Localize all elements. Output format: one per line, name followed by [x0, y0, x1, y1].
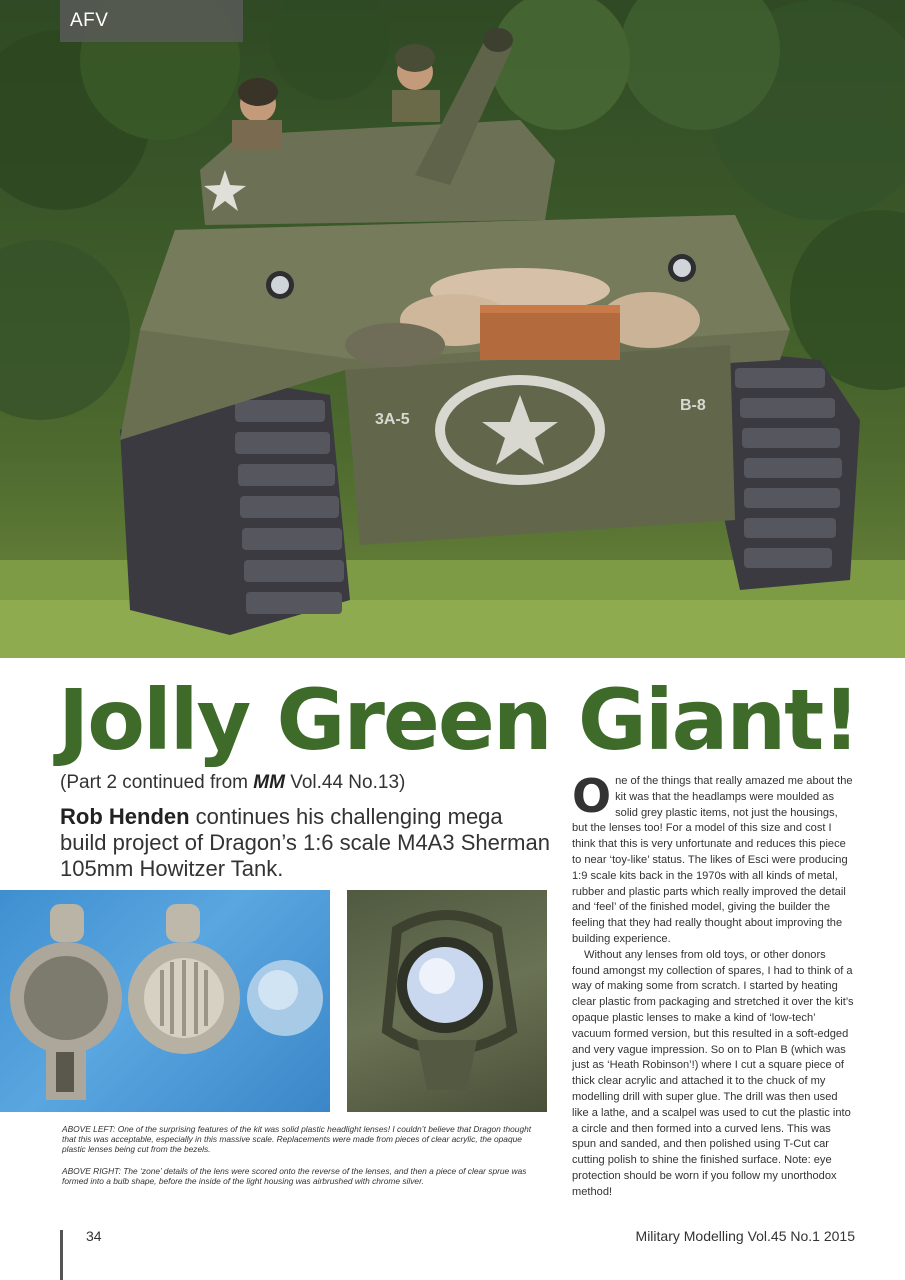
hull-marking-left: 3A-5: [375, 411, 410, 428]
body-paragraph: [572, 769, 854, 948]
headlight-assembled-illustration: [347, 890, 547, 1112]
footer-magazine-issue: Military Modelling Vol.45 No.1 2015: [635, 1228, 855, 1244]
footer-rule: [60, 1230, 63, 1280]
subtitle-prefix: (Part 2 continued from: [60, 772, 254, 793]
photo-headlight-parts: [0, 890, 330, 1112]
author-name: Rob Henden: [60, 804, 190, 829]
caption-above-right: ABOVE RIGHT: The ‘zone’ details of the lens were scored onto the reverse of the lenses, and then a piece of clear sprue was formed into a bulb shape, before the inside of the light housing was airbrushed with chrome silver.: [62, 1166, 527, 1186]
standfirst: [60, 804, 550, 882]
body-paragraph-1-text: ne of the things that really amazed me about the kit was that the headlamps were moulded as solid grey plastic items, not just the housings, but the lenses too! For a model of this size and cost I think that this is very unfortunate and reduces this piece to near ‘toy-like’ status. The likes of Esci were producing 1:9 scale kits back in the 1970s with all kinds of metal, rubber and plastic parts which really improved the detail and ‘feel’ of the finished model, giving the builder the feeling that they had really thought about improving the building experience.: [572, 775, 853, 945]
body-paragraph-2: Without any lenses from old toys, or other donors found amongst my collection of spares, I had to think of a way of making some from scratch. I started by heating clear plastic from packaging and stretched it over the kit’s opaque plastic lenses to make a kind of ‘low-tech’ vacuum formed version, but this resulted in a soft-edged and very vague impression. So on to Plan B (which was just as ‘Heath Robinson’!) where I cut a square piece of thick clear acrylic and attached it to the chuck of my modelling drill with super glue. The drill was then used like a lathe, and a scalpel was used to cut the plastic into a circle and then formed into a curved lens. This was spun and sanded, and then polished using T-Cut car cutting polish to shine the finished surface. Note: eye protection should be worn if you follow my unorthodox method!: [572, 948, 854, 1198]
article-subtitle: [60, 772, 560, 794]
standfirst-text: continues his challenging mega build project of Dragon’s 1:6 scale M4A3 Sherman 105mm Howitzer Tank.: [60, 804, 550, 881]
article-body: [572, 769, 854, 1201]
caption-above-left: ABOVE LEFT: One of the surprising features of the kit was solid plastic headlight lenses! I couldn’t believe that Dragon thought that this was acceptable, especially in this massive scale. Replacements were made from pieces of clear acrylic, the opaque plastic lenses being cut from the bezels.: [62, 1124, 532, 1154]
article-headline: Jolly Green Giant!: [58, 671, 859, 769]
section-tag: AFV: [60, 0, 243, 42]
subtitle-magazine-abbrev: MM: [253, 772, 285, 793]
subtitle-suffix: Vol.44 No.13): [284, 772, 406, 793]
headlight-parts-illustration: [0, 890, 330, 1112]
hull-marking-right: B-8: [680, 397, 706, 414]
page-number: 34: [86, 1228, 102, 1244]
drop-cap: O: [572, 769, 612, 823]
photo-headlight-assembled: [347, 890, 547, 1112]
